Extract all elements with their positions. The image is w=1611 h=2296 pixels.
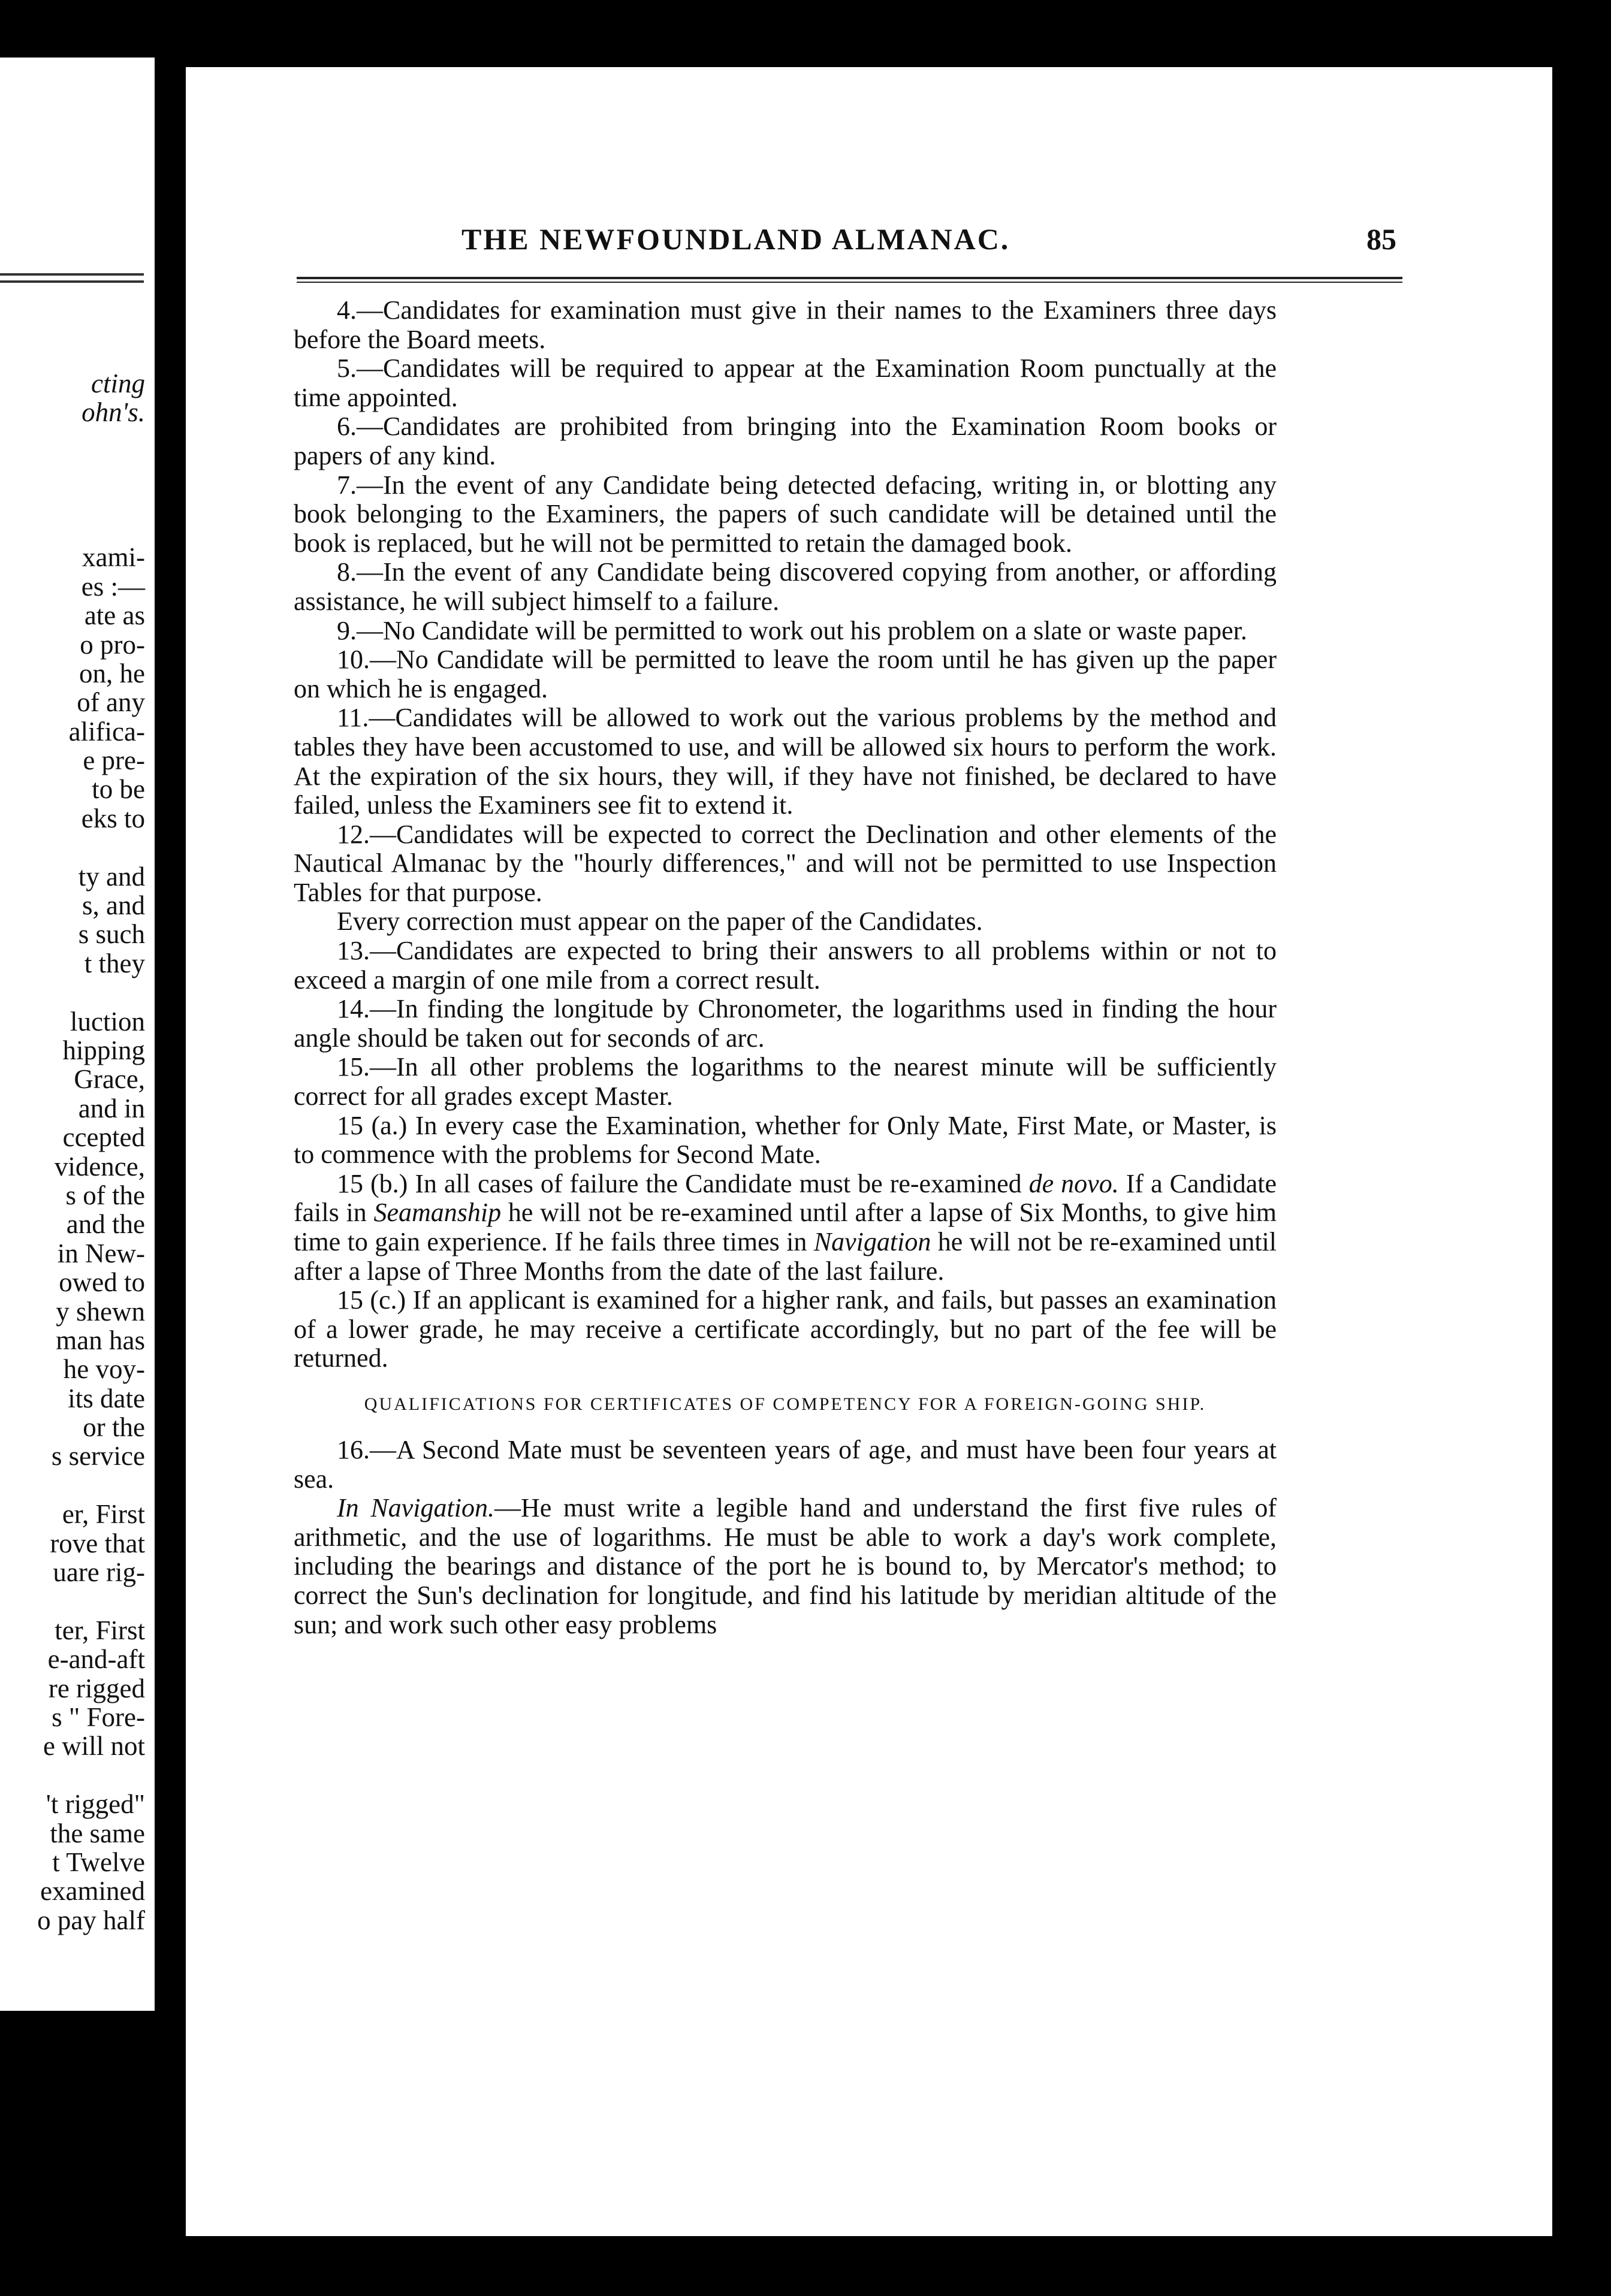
- previous-page-line: [0, 833, 145, 862]
- previous-page-line: [0, 485, 145, 514]
- navigation-label: In Navigation.: [337, 1493, 494, 1523]
- previous-page-line: and in: [78, 1093, 145, 1123]
- previous-page-line: or the: [83, 1412, 145, 1443]
- rule-15b-text-1: 15 (b.) In all cases of failure the Candidate must be re-examined: [337, 1168, 1029, 1198]
- rule-16-navigation: [294, 1494, 1277, 1639]
- rule-12-note: Every correction must appear on the paper of the Candidates.: [337, 907, 983, 936]
- previous-page-line: he voy-: [63, 1354, 145, 1385]
- page-body: [294, 296, 1277, 1639]
- rule-12: 12.—Candidates will be expected to correct the Declination and other elements of the Nautical Almanac by the "hourly differences," and will not be permitted to use Inspection Tables for that purpose.: [294, 819, 1277, 907]
- previous-page-line: s such: [78, 919, 145, 950]
- rule-4: 4.—Candidates for examination must give in their names to the Examiners three days before the Board meets.: [294, 295, 1277, 354]
- previous-page-text: [0, 369, 145, 1935]
- rule-15b-text-3: he will not be re-examined until after a lapse of Six Months, to give him time to gain experience. If he fails three times in: [294, 1198, 1277, 1256]
- previous-page-line: ccepted: [62, 1122, 145, 1153]
- previous-page-line: man has: [56, 1325, 145, 1355]
- previous-page-line: es :—: [81, 571, 145, 602]
- previous-page-line: [0, 514, 145, 543]
- previous-page-line: ate as: [84, 600, 145, 631]
- previous-page-line: ter, First: [55, 1615, 145, 1645]
- rule-9: 9.—No Candidate will be permitted to work out his problem on a slate or waste paper.: [337, 615, 1247, 645]
- scan-border: [1552, 0, 1611, 2296]
- previous-page-line: to be: [92, 774, 145, 805]
- previous-page-line: er, First: [62, 1499, 145, 1530]
- rule-15b-text-2: If a Candidate fails in: [294, 1168, 1277, 1228]
- previous-page-line: s service: [51, 1441, 145, 1472]
- previous-page-line: s " Fore-: [52, 1702, 145, 1732]
- rule-15c: 15 (c.) If an applicant is examined for a higher rank, and fails, but passes an examination of a lower grade, he may receive a certificate accordingly, but no part of the fee will be returned.: [294, 1285, 1277, 1373]
- previous-page-line: xami-: [82, 542, 145, 573]
- navigation-text: —He must write a legible hand and understand the first five rules of arithmetic, and the use of logarithms. He must be able to work a day's work complete, including the bearings and distance of the port he is bound to, by Mercator's method; to correct the Sun's declination for longitude, and find his latitude by meridian altitude of the sun; and work such other easy problems: [294, 1493, 1277, 1639]
- previous-page-line: re rigged: [48, 1673, 145, 1703]
- previous-page-line: cting: [91, 368, 145, 398]
- rule-10: 10.—No Candidate will be permitted to leave the room until he has given up the paper on which he is engaged.: [294, 645, 1277, 703]
- rule-7: 7.—In the event of any Candidate being detected defacing, writing in, or blotting any book belonging to the Examiners, the papers of such candidate will be detained until the book is replaced, but he will not be permitted to retain the damaged book.: [294, 470, 1277, 558]
- previous-page-line: of any: [77, 687, 145, 718]
- previous-page-line: e will not: [43, 1731, 145, 1762]
- previous-page-line: s of the: [65, 1180, 145, 1210]
- rule-13: 13.—Candidates are expected to bring their answers to all problems within or not to exceed a margin of one mile from a correct result.: [294, 936, 1277, 995]
- rule-6: 6.—Candidates are prohibited from bringing into the Examination Room books or papers of any kind.: [294, 412, 1277, 470]
- previous-page-rule: [0, 273, 144, 288]
- previous-page-line: t Twelve: [52, 1847, 145, 1877]
- rule-15b: [294, 1170, 1277, 1286]
- previous-page-line: its date: [68, 1383, 145, 1413]
- previous-page-line: o pay half: [37, 1905, 145, 1935]
- running-title: THE NEWFOUNDLAND ALMANAC.: [461, 222, 1010, 256]
- rule-16: 16.—A Second Mate must be seventeen years of age, and must have been four years at sea.: [294, 1434, 1277, 1494]
- previous-page-line: eks to: [81, 803, 145, 833]
- previous-page-line: on, he: [79, 658, 145, 688]
- previous-page-line: e-and-aft: [47, 1644, 145, 1675]
- previous-page-line: hipping: [62, 1035, 145, 1065]
- previous-page-line: alifica-: [68, 716, 145, 747]
- rule-8: 8.—In the event of any Candidate being discovered copying from another, or affording assistance, he will subject himself to a failure.: [294, 557, 1277, 616]
- section-heading: QUALIFICATIONS FOR CERTIFICATES OF COMPETENCY FOR A FOREIGN-GOING SHIP.: [364, 1394, 1206, 1414]
- almanac-page: [186, 67, 1552, 2236]
- previous-page-line: and the: [66, 1209, 145, 1240]
- rule-15b-text-4: he will not be re-examined until after a lapse of Three Months from the date of the last failure.: [294, 1227, 1277, 1286]
- previous-page-line: ohn's.: [82, 397, 145, 428]
- rule-11: 11.—Candidates will be allowed to work out the various problems by the method and tables they have been accustomed to use, and will be allowed six hours to perform the work. At the expiration of the six hours, they will, if they have not finished, be declared to have failed, unless the Examiners see fit to extend it.: [294, 703, 1277, 820]
- previous-page-line: t they: [84, 948, 145, 978]
- previous-page-line: the same: [50, 1818, 145, 1848]
- previous-page-line: e pre-: [83, 745, 145, 776]
- previous-page-line: [0, 1761, 145, 1790]
- previous-page-line: [0, 978, 145, 1007]
- previous-page-line: luction: [70, 1006, 145, 1037]
- header-rule: [297, 277, 1402, 283]
- previous-page-line: Grace,: [74, 1064, 145, 1095]
- previous-page-line: y shewn: [56, 1296, 145, 1327]
- previous-page-line: ty and: [78, 861, 145, 892]
- previous-page-line: vidence,: [54, 1151, 145, 1182]
- previous-page-line: [0, 427, 145, 456]
- previous-page-line: 't rigged": [46, 1789, 145, 1820]
- previous-page-fragment: [0, 58, 155, 2011]
- previous-page-line: rove that: [50, 1528, 145, 1558]
- rule-14: 14.—In finding the longitude by Chronometer, the logarithms used in finding the hour angle should be taken out for seconds of arc.: [294, 994, 1277, 1053]
- previous-page-line: [0, 456, 145, 485]
- previous-page-line: [0, 1471, 145, 1500]
- previous-page-line: uare rig-: [53, 1557, 145, 1588]
- rule-15a: 15 (a.) In every case the Examination, whether for Only Mate, First Mate, or Master, is to commence with the problems for Second Mate.: [294, 1110, 1277, 1170]
- previous-page-line: in New-: [57, 1238, 145, 1268]
- page-number: 85: [1366, 222, 1396, 256]
- rule-15b-seamanship: Seamanship: [373, 1198, 502, 1228]
- running-head: [186, 222, 1552, 276]
- previous-page-line: s, and: [82, 890, 145, 921]
- previous-page-line: owed to: [59, 1267, 145, 1298]
- rule-15: 15.—In all other problems the logarithms to the nearest minute will be sufficiently correct for all grades except Master.: [294, 1052, 1277, 1111]
- rule-15b-navigation: Navigation: [813, 1227, 931, 1256]
- rule-15b-de-novo: de novo.: [1028, 1168, 1119, 1198]
- previous-page-line: [0, 1587, 145, 1615]
- rule-5: 5.—Candidates will be required to appear at the Examination Room punctually at the time appointed.: [294, 354, 1277, 412]
- previous-page-line: o pro-: [80, 629, 145, 660]
- previous-page-line: examined: [40, 1876, 145, 1907]
